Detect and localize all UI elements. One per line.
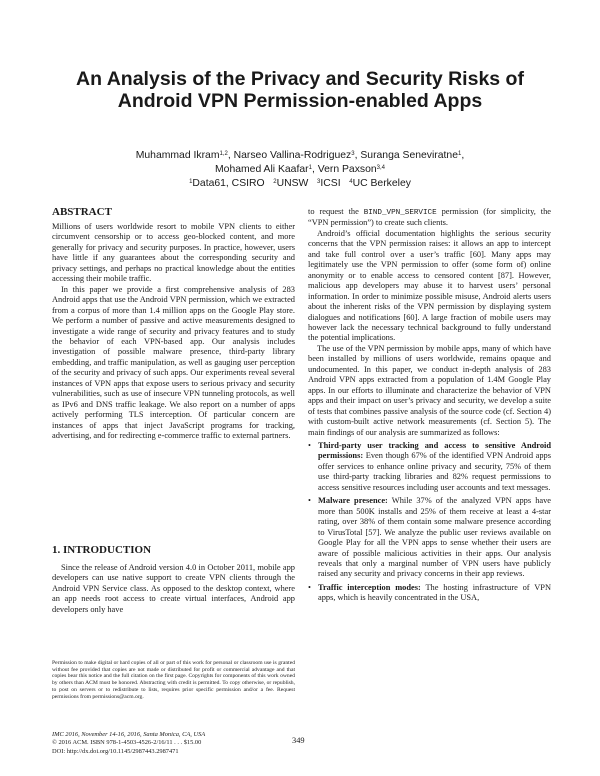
affiliation-sup: 3 [317, 179, 321, 185]
introduction-paragraph-1: Since the release of Android version 4.0 in October 2011, mobile app developers can use native support to create VPN clients through the Android VPN Service class. As opposed to the desktop context, where an app needs root access to create virtual interfaces, Android app developers only have [52, 563, 295, 614]
paper-title [40, 68, 560, 112]
abstract-section [52, 207, 295, 217]
introduction-body [52, 563, 295, 615]
affiliation-name: Data61, CSIRO [192, 178, 265, 189]
author-name: Mohamed Ali Kaafar [215, 164, 309, 175]
title-line-1: An Analysis of the Privacy and Security Risks of [76, 68, 524, 90]
affiliation-sup: 1 [189, 179, 193, 185]
author-name: Narseo Vallina-Rodriguez [233, 150, 352, 161]
author-affiliation-sup: 3,4 [376, 165, 385, 171]
finding-heading: Malware presence: [318, 496, 388, 506]
author-affiliation-sup: 1 [308, 165, 312, 171]
finding-heading: Third-party user tracking and access to sensitive Android permissions: [318, 440, 551, 461]
author-name: Suranga Seneviratne [360, 150, 458, 161]
author-affiliation-sup: 1 [458, 151, 462, 157]
finding-text: Even though 67% of the identified VPN Android apps offer services to enhance online privacy and security, 75% of them use third-party tracking libraries and 82% request permissions to access sensitive resources including user accounts and text messages. [318, 451, 552, 492]
finding-item [308, 441, 551, 493]
finding-item [308, 583, 551, 604]
bullet-icon: • [308, 440, 311, 450]
conference-copyright: © 2016 ACM. ISBN 978-1-4503-4526-2/16/11 . . . $15.00 [52, 739, 202, 747]
introduction-heading: 1. INTRODUCTION [52, 544, 152, 556]
author-name: Muhammad Ikram [135, 150, 220, 161]
author-affiliation-sup: 3 [351, 151, 355, 157]
vpn-permission-code: BIND_VPN_SERVICE [363, 209, 437, 217]
affiliation-name: UC Berkeley [352, 178, 411, 189]
author-block [40, 148, 560, 190]
abstract-heading: ABSTRACT [52, 206, 112, 218]
findings-list [308, 441, 551, 604]
author-name: Vern Paxson [317, 164, 377, 175]
title-line-2: Android VPN Permission-enabled Apps [117, 90, 483, 112]
right-paragraph-1: to request the BIND_VPN_SERVICE permission (for simplicity, the “VPN permission”) to create such clients. [308, 207, 552, 228]
affiliation-name: UNSW [276, 178, 309, 189]
bullet-icon: • [308, 496, 311, 506]
bullet-icon: • [308, 582, 311, 592]
finding-item [308, 496, 551, 580]
abstract-paragraph-2: In this paper we provide a first comprehensive analysis of 283 Android apps that use the Android VPN permission, which we extracted from a corpus of more than 1.4 million apps on the Google Play store. We perform a number of passive and active measurements designed to investigate a wide range of security and privacy features and to study the behavior of each VPN-based app. Our analysis includes investigation of possible malware presence, third-party library embedding, and traffic manipulation, as well as gauging user perception of the security and privacy of such apps. Our experiments reveal several instances of VPN apps that expose users to serious privacy and security vulnerabilities, such as use of insecure VPN tunneling protocols, as well as IPv6 and DNS traffic leakage. We also report on a number of apps actively performing TLS interception. Of particular concern are instances of apps that inject JavaScript programs for tracking, advertising, and for redirecting e-commerce traffic to external partners. [52, 284, 295, 441]
conference-doi[interactable]: DOI: http://dx.doi.org/10.1145/2987443.2987471 [52, 747, 179, 755]
affiliation-sup: 2 [273, 179, 277, 185]
permission-notice-text: Permission to make digital or hard copies of all or part of this work for personal or classroom use is granted without fee provided that copies are not made or distributed for profit or commercial advantage and that copies bear this notice and the full citation on the first page. Copyrights for components of this work owned by others than ACM must be honored. Abstracting with credit is permitted. To copy otherwise, or republish, to post on servers or to redistribute to lists, requires prior specific permission and/or a fee. Request permissions from permissions@acm.org. [52, 660, 295, 700]
introduction-section [52, 545, 295, 555]
right-column [308, 207, 551, 607]
affiliation-sup: 4 [349, 179, 353, 185]
affiliation-line [40, 176, 560, 190]
author-line-2: Mohamed Ali Kaafar$^1$, Vern Paxson$^{3,4}$ [215, 164, 385, 175]
conference-info [52, 731, 295, 756]
permission-notice [52, 660, 295, 700]
affiliation-name: ICSI [320, 178, 341, 189]
conference-venue: IMC 2016, November 14-16, 2016, Santa Monica, CA, USA [52, 731, 206, 738]
abstract-body [52, 222, 295, 442]
right-paragraph-2: Android’s official documentation highlights the serious security concerns that the VPN permission raises: it allows an app to intercept and take full control over a user’s traffic [60]. Many apps may legitimately use the VPN permission to offer (some form of) online anonymity or to enable access to censored content [87]. However, malicious app developers may abuse it to harvest users’ personal information. In order to minimize possible misuse, Android alerts users about the inherent risks of the VPN permission by displaying system dialogues and notifications [60]. A large fraction of mobile users may however lack the necessary technical background to fully understand the potential implications. [308, 228, 551, 343]
author-line-1: Muhammad Ikram$^{1,2}$, Narseo Vallina-Rodriguez$^3$, Suranga Seneviratne$^1$, [135, 150, 465, 161]
finding-text: While 37% of the analyzed VPN apps have more than 500K installs and 25% of them receive at least a 4-star rating, over 38% of them contain some malware presence according to VirusTotal [57]. We analyze the public user reviews available on Google Play for all the VPN apps to sense whether their users are aware of possible malicious activities in their apps. Our analysis reveals that only a marginal number of VPN users have publicly raised any security and privacy concerns in their app reviews. [318, 496, 551, 579]
finding-heading: Traffic interception modes: [318, 582, 421, 592]
abstract-paragraph-1: Millions of users worldwide resort to mobile VPN clients to either circumvent censorship or to access geo-blocked content, and more generally for privacy and security purposes. In practice, however, users have little if any guarantees about the corresponding security and privacy settings, and perhaps no practical knowledge about the entities accessing their mobile traffic. [52, 222, 295, 284]
page-number: 349 [292, 736, 305, 745]
author-affiliation-sup: 1,2 [219, 151, 228, 157]
finding-text: The hosting infrastructure of VPN apps, which is heavily concentrated in the USA, [318, 582, 551, 603]
right-paragraph-3: The use of the VPN permission by mobile apps, many of which have been installed by millions of users worldwide, remains opaque and undocumented. In this paper, we conduct in-depth analysis of 283 Android VPN apps extracted from a population of 1.4M Google Play apps. In our efforts to illuminate and characterize the behavior of VPN apps and their impact on user’s privacy and security, we develop a suite of tests that combines passive analysis of the source code (cf. Section 4) with custom-built active network measurements (cf. Section 5). The main findings of our analysis are summarized as follows: [308, 343, 551, 437]
